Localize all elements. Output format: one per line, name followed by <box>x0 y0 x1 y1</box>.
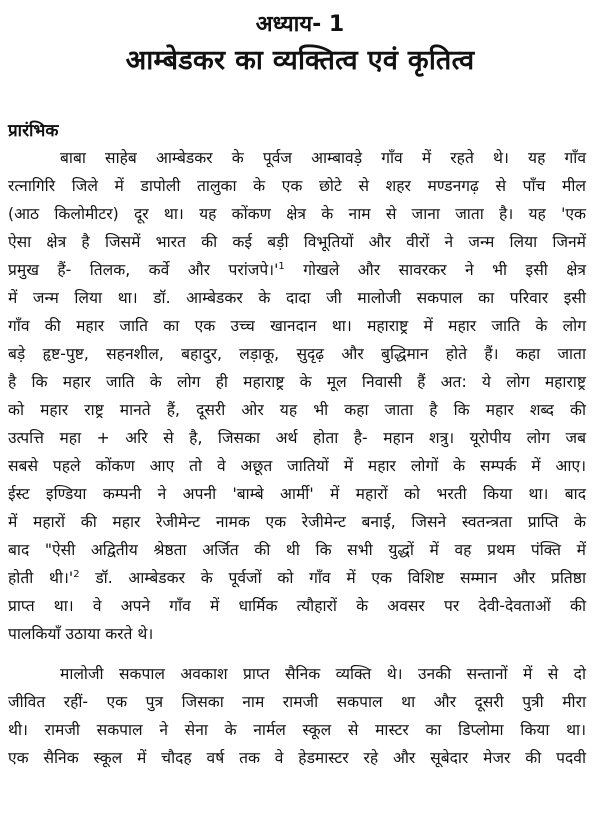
paragraph-line: में महारों की महार रेजीमेन्ट नामक एक रेजीमेन्ट बनाई, जिसने स्वतन्त्रता प्राप्ति के <box>8 513 586 531</box>
paragraph-line: एक सैनिक स्कूल में चौदह वर्ष तक वे हेडमास्टर रहे और सूबेदार मेजर की पदवी <box>8 749 586 767</box>
line-text: डॉ. आम्बेडकर के पूर्वजों को गाँव में एक विशिष्ट सम्मान और प्रतिष्ठा <box>79 569 587 587</box>
footnote-marker: 2 <box>73 568 80 580</box>
paragraph-line: (आठ किलोमीटर) दूर था। यह कोंकण क्षेत्र के नाम से जाना जाता है। यह 'एक <box>8 205 586 223</box>
paragraph-line: रत्नागिरि जिले में डापोली तालुका के एक छोटे से शहर मण्डनगढ़ से पाँच मील <box>8 177 586 195</box>
paragraph-line: में जन्म लिया था। डॉ. आम्बेडकर के दादा जी मालोजी सकपाल का परिवार इसी <box>8 289 586 307</box>
paragraph-line: गाँव की महार जाति का एक उच्च खानदान था। महाराष्ट्र में महार जाति के लोग <box>8 317 586 335</box>
paragraph-line: बड़े हृष्ट-पुष्ट, सहनशील, बहादुर, लड़ाकू, सुदृढ़ और बुद्धिमान होते हैं। कहा जाता <box>8 345 586 363</box>
paragraph-line: बाबा साहेब आम्बेडकर के पूर्वज आम्बावड़े गाँव में रहते थे। यह गाँव <box>60 149 586 167</box>
section-heading: प्रारंभिक <box>8 121 59 141</box>
paragraph-line: है कि महार जाति के लोग ही महाराष्ट्र के मूल निवासी हैं अत: ये लोग महाराष्ट्र <box>8 373 586 391</box>
paragraph-line: पालकियाँ उठाया करते थे। <box>8 625 154 643</box>
paragraph-line <box>8 258 586 282</box>
paragraph-line <box>8 566 586 590</box>
paragraph-line: जीवित रहीं- एक पुत्र जिसका नाम रामजी सकपाल था और दूसरी पुत्री मीरा <box>8 693 586 711</box>
paragraph-line: थी। रामजी सकपाल ने सेना के नार्मल स्कूल से मास्टर का डिप्लोमा किया था। <box>8 721 586 739</box>
line-text: प्रमुख हैं- तिलक, कर्वे और परांजपे।' <box>8 261 279 279</box>
footnote-marker: 1 <box>278 260 285 272</box>
chapter-title: आम्बेडकर का व्यक्तित्व एवं कृतित्व <box>125 45 475 76</box>
chapter-number: अध्याय- 1 <box>255 12 345 37</box>
paragraph-line: ईस्ट इण्डिया कम्पनी ने अपनी 'बाम्बे आर्मी' में महारों को भरती किया था। बाद <box>8 485 586 503</box>
paragraph-line: ऐसा क्षेत्र है जिसमें भारत की कई बड़ी विभूतियों और वीरों ने जन्म लिया जिनमें <box>8 233 586 251</box>
paragraph-line: को महार राष्ट्र मानते हैं, दूसरी ओर यह भी कहा जाता है कि महार शब्द की <box>8 401 586 419</box>
line-text: गोखले और सावरकर ने भी इसी क्षेत्र <box>284 261 587 279</box>
line-text: होती थी।' <box>8 569 74 587</box>
paragraph-line: सबसे पहले कोंकण आए तो वे अछूत जातियों में महार लोगों के सम्पर्क में आए। <box>8 457 586 475</box>
paragraph-line: उत्पत्ति महा + अरि से है, जिसका अर्थ होता है- महान शत्रु। यूरोपीय लोग जब <box>8 429 586 447</box>
paragraph-line: बाद "ऐसी अद्वितीय श्रेष्ठता अर्जित की थी कि सभी युद्धों में वह प्रथम पंक्ति में <box>8 541 586 559</box>
paragraph-line: प्राप्त था। वे अपने गाँव में धार्मिक त्यौहारों के अवसर पर देवी-देवताओं की <box>8 597 586 615</box>
paragraph-line: मालोजी सकपाल अवकाश प्राप्त सैनिक व्यक्ति थे। उनकी सन्तानों में से दो <box>60 665 586 683</box>
